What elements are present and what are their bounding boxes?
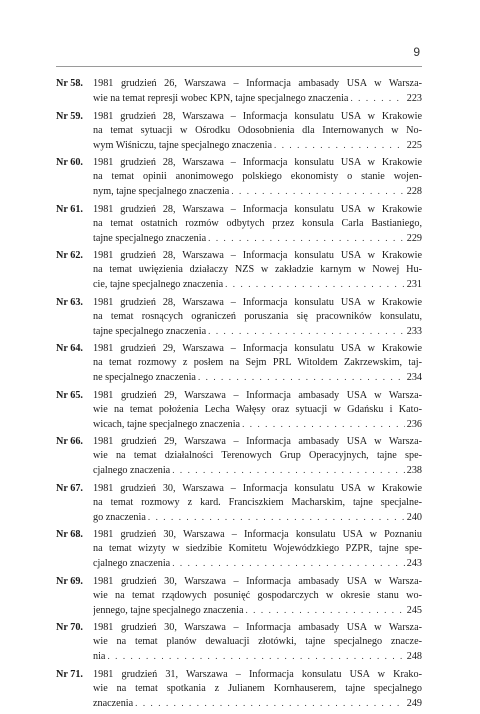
entry-line: cjalnego znaczenia xyxy=(93,465,171,476)
entry-last-line xyxy=(93,324,422,339)
entry-line: na temat uwięzienia działaczy NZS w zakładzie karnym w Nowej Hu- xyxy=(93,264,422,275)
entry-line: wie na temat położenia Lecha Wałęsy oraz sytuacji w Gdańsku i Kato- xyxy=(93,403,422,415)
toc-entry xyxy=(56,482,422,525)
entry-line: ne specjalnego znaczenia xyxy=(93,372,196,383)
entry-line: 1981 grudzień 30, Warszawa – Informacja konsulatu USA w Poznaniu xyxy=(93,529,422,540)
entry-line: 1981 grudzień 30, Warszawa – Informacja konsulatu USA w Krakowie xyxy=(93,482,422,494)
entry-number: Nr 58. xyxy=(56,78,83,89)
entry-number: Nr 62. xyxy=(56,250,83,261)
dot-leader xyxy=(172,463,405,477)
entry-page-number: 238 xyxy=(406,465,422,476)
entry-description xyxy=(93,389,422,432)
entry-line: tajne specjalnego znaczenia xyxy=(93,325,207,337)
entry-last-line xyxy=(93,184,422,199)
entry-last-line xyxy=(93,231,422,246)
entry-line: wie na temat planów dewaluacji złotówki, tajne specjalnego znacze- xyxy=(93,636,422,647)
dot-leader xyxy=(231,184,404,198)
dot-leader xyxy=(208,324,405,338)
entry-description xyxy=(93,528,422,571)
entry-line: nym, tajne specjalnego znaczenia xyxy=(93,186,230,197)
entry-line: cie, tajne specjalnego znaczenia xyxy=(93,279,224,290)
entry-last-line xyxy=(93,370,422,385)
dot-leader xyxy=(245,603,404,617)
entry-last-line xyxy=(93,556,422,571)
entry-description xyxy=(93,668,422,711)
entry-line: nia xyxy=(93,651,106,662)
entry-line: na temat sytuacji w Ośrodku Odosobnienia dla Internowanych w No- xyxy=(93,124,422,136)
entry-page-number: 234 xyxy=(406,372,422,383)
entry-description xyxy=(93,575,422,618)
dot-leader xyxy=(198,370,405,384)
entry-number: Nr 61. xyxy=(56,203,83,215)
entry-description xyxy=(93,110,422,153)
entry-line: na temat rosnących ograniczeń poruszania się pracowników konsulatu, xyxy=(93,310,422,322)
entry-description xyxy=(93,342,422,385)
dot-leader xyxy=(242,417,405,431)
toc-entry xyxy=(56,575,422,618)
entry-description xyxy=(93,482,422,525)
entry-last-line xyxy=(93,696,422,711)
entry-number: Nr 71. xyxy=(56,668,83,680)
entry-page-number: 243 xyxy=(406,558,422,569)
entry-line: na temat wizyty w siedzibie Komitetu Wojewódzkiego PZPR, tajne spe- xyxy=(93,543,422,554)
toc-entry xyxy=(56,203,422,246)
entry-description xyxy=(93,621,422,664)
entry-line: 1981 grudzień 30, Warszawa – Informacja ambasady USA w Warsza- xyxy=(93,622,422,633)
dot-leader xyxy=(107,649,404,663)
entry-number: Nr 65. xyxy=(56,389,83,401)
entry-last-line xyxy=(93,277,422,292)
entry-description xyxy=(93,249,422,292)
entry-line: wicach, tajne specjalnego znaczenia xyxy=(93,418,241,430)
page-number: 9 xyxy=(413,45,420,59)
toc-entry xyxy=(56,621,422,664)
entry-line: 1981 grudzień 30, Warszawa – Informacja ambasady USA w Warsza- xyxy=(93,575,422,587)
entry-line: cjalnego znaczenia xyxy=(93,558,171,569)
dot-leader xyxy=(274,138,405,152)
entry-page-number: 249 xyxy=(406,697,422,709)
entry-description xyxy=(93,77,422,106)
entry-line: 1981 grudzień 28, Warszawa – Informacja konsulatu USA w Krakowie xyxy=(93,157,422,168)
entry-last-line xyxy=(93,510,422,525)
entry-last-line xyxy=(93,649,422,664)
entry-line: 1981 grudzień 28, Warszawa – Informacja konsulatu USA w Krakowie xyxy=(93,250,422,261)
entry-line: 1981 grudzień 31, Warszawa – Informacja konsulatu USA w Krako- xyxy=(93,668,422,680)
entry-line: 1981 grudzień 26, Warszawa – Informacja ambasady USA w Warsza- xyxy=(93,78,422,89)
entry-number: Nr 68. xyxy=(56,529,83,540)
entry-line: 1981 grudzień 29, Warszawa – Informacja ambasady USA w Warsza- xyxy=(93,389,422,401)
entry-page-number: 225 xyxy=(406,139,422,151)
entry-line: znaczenia xyxy=(93,697,134,709)
entry-line: 1981 grudzień 29, Warszawa – Informacja konsulatu USA w Krakowie xyxy=(93,343,422,354)
dot-leader xyxy=(135,696,405,710)
entry-line: tajne specjalnego znaczenia xyxy=(93,232,207,244)
entry-number: Nr 60. xyxy=(56,157,83,168)
entry-page-number: 240 xyxy=(406,511,422,523)
entry-page-number: 236 xyxy=(406,418,422,430)
toc-entry xyxy=(56,156,422,199)
entry-number: Nr 67. xyxy=(56,482,83,494)
entry-description xyxy=(93,156,422,199)
entry-description xyxy=(93,435,422,478)
toc-entry xyxy=(56,668,422,711)
entry-number: Nr 70. xyxy=(56,622,83,633)
entry-page-number: 233 xyxy=(406,325,422,337)
toc-entry xyxy=(56,528,422,571)
entry-page-number: 223 xyxy=(406,93,422,104)
entry-line: na temat ostatnich rozmów odbytych przez konsula Carla Bastianiego, xyxy=(93,217,422,229)
entry-line: jennego, tajne specjalnego znaczenia xyxy=(93,604,244,616)
entry-line: 1981 grudzień 28, Warszawa – Informacja konsulatu USA w Krakowie xyxy=(93,296,422,308)
entry-number: Nr 63. xyxy=(56,296,83,308)
dot-leader xyxy=(225,277,405,291)
toc-entry xyxy=(56,342,422,385)
entry-line: na temat rozmowy z posłem na Sejm PRL Witoldem Zakrzewskim, taj- xyxy=(93,357,422,368)
entry-page-number: 231 xyxy=(406,279,422,290)
toc-entry xyxy=(56,389,422,432)
entry-last-line xyxy=(93,138,422,153)
entry-line: wie na temat spotkania z Julianem Kornhauserem, tajne specjalnego xyxy=(93,682,422,694)
dot-leader xyxy=(208,231,405,245)
table-of-contents xyxy=(56,77,422,714)
toc-entry xyxy=(56,296,422,339)
entry-line: 1981 grudzień 28, Warszawa – Informacja konsulatu USA w Krakowie xyxy=(93,110,422,122)
entry-line: go znaczenia xyxy=(93,511,146,523)
entry-line: wie na temat działalności Terenowych Grup Operacyjnych, tajne spe- xyxy=(93,450,422,461)
toc-entry xyxy=(56,249,422,292)
entry-line: na temat opinii anonimowego polskiego ekonomisty o stanie wojen- xyxy=(93,171,422,182)
entry-page-number: 228 xyxy=(406,186,422,197)
entry-number: Nr 69. xyxy=(56,575,83,587)
entry-last-line xyxy=(93,603,422,618)
entry-line: 1981 grudzień 29, Warszawa – Informacja ambasady USA w Warsza- xyxy=(93,436,422,447)
toc-entry xyxy=(56,110,422,153)
entry-number: Nr 64. xyxy=(56,343,83,354)
entry-last-line xyxy=(93,91,422,106)
entry-line: na temat rozmowy z kard. Franciszkiem Macharskim, tajne specjalne- xyxy=(93,496,422,508)
entry-description xyxy=(93,296,422,339)
header-rule xyxy=(56,66,422,67)
entry-number: Nr 66. xyxy=(56,436,83,447)
entry-number: Nr 59. xyxy=(56,110,83,122)
entry-last-line xyxy=(93,417,422,432)
toc-entry xyxy=(56,77,422,106)
dot-leader xyxy=(172,556,405,570)
entry-line: wie na temat rządowych posunięć gospodarczych w okresie stanu wo- xyxy=(93,589,422,601)
entry-page-number: 248 xyxy=(406,651,422,662)
dot-leader xyxy=(350,91,404,105)
entry-line: wym Wiśniczu, tajne specjalnego znaczenia xyxy=(93,139,273,151)
dot-leader xyxy=(148,510,405,524)
entry-line: wie na temat represji wobec KPN, tajne specjalnego znaczenia xyxy=(93,93,349,104)
entry-page-number: 245 xyxy=(406,604,422,616)
entry-last-line xyxy=(93,463,422,478)
toc-entry xyxy=(56,435,422,478)
entry-line: 1981 grudzień 28, Warszawa – Informacja konsulatu USA w Krakowie xyxy=(93,203,422,215)
entry-page-number: 229 xyxy=(406,232,422,244)
entry-description xyxy=(93,203,422,246)
